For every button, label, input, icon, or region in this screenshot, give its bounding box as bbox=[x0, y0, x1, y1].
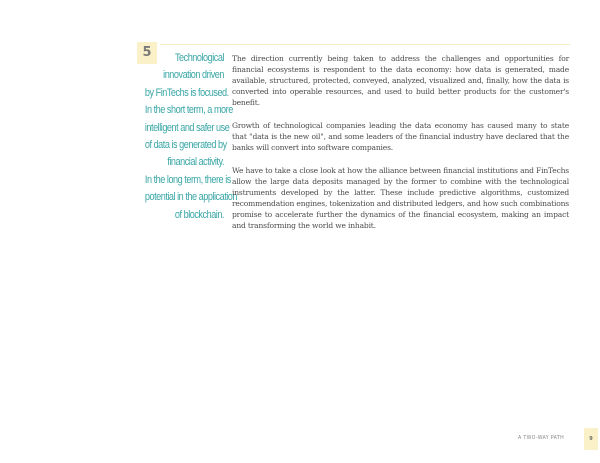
pull-quote-line: intelligent and safer use bbox=[144, 121, 230, 134]
body-paragraph: Growth of technological companies leading the data economy has caused many to state that "data is the new oil", and some leaders of the financial industry have declared that the banks will convert into software companies. bbox=[232, 121, 569, 152]
body-paragraph: We have to take a close look at how the alliance between financial institutions and FinTechs allow the large data deposits managed by the former to combine with the technological instruments developed by the latter. These include predictive algorithms, customized recommendation engines, tokenization and distributed ledgers, and how such combinations promise to accelerate further the dynamics of the financial ecosystem, making an impact and transforming the world we inhabit. bbox=[232, 166, 569, 230]
body-text bbox=[232, 53, 569, 243]
pull-quote-line: In the long term, there is bbox=[144, 173, 231, 186]
pull-quote-line: innovation driven bbox=[163, 69, 224, 82]
pull-quote-line: financial activity. bbox=[167, 156, 224, 169]
section-number-badge: 5 bbox=[137, 42, 157, 64]
pull-quote-line: potential in the application bbox=[144, 191, 237, 204]
pull-quote-line: of blockchain. bbox=[174, 208, 224, 221]
body-paragraph: The direction currently being taken to address the challenges and opportunities for financial ecosystems is respondent to the data economy: how data is generated, made available, structured, protected, conveyed, analyzed, visualized and, finally, how the data is converted into operable resources, and used to build better products for the customer's benefit. bbox=[232, 54, 569, 107]
sidebar-pull-quote bbox=[144, 50, 237, 224]
pull-quote-line: Technological bbox=[174, 52, 224, 64]
footer-section-title: A TWO-WAY PATH bbox=[517, 436, 564, 441]
pull-quote-line: In the short term, a more bbox=[144, 104, 233, 117]
pull-quote-line: of data is generated by bbox=[144, 139, 227, 152]
pull-quote-line: by FinTechs is focused. bbox=[144, 86, 229, 99]
page-number: 9 bbox=[584, 428, 598, 450]
top-divider bbox=[160, 44, 570, 45]
